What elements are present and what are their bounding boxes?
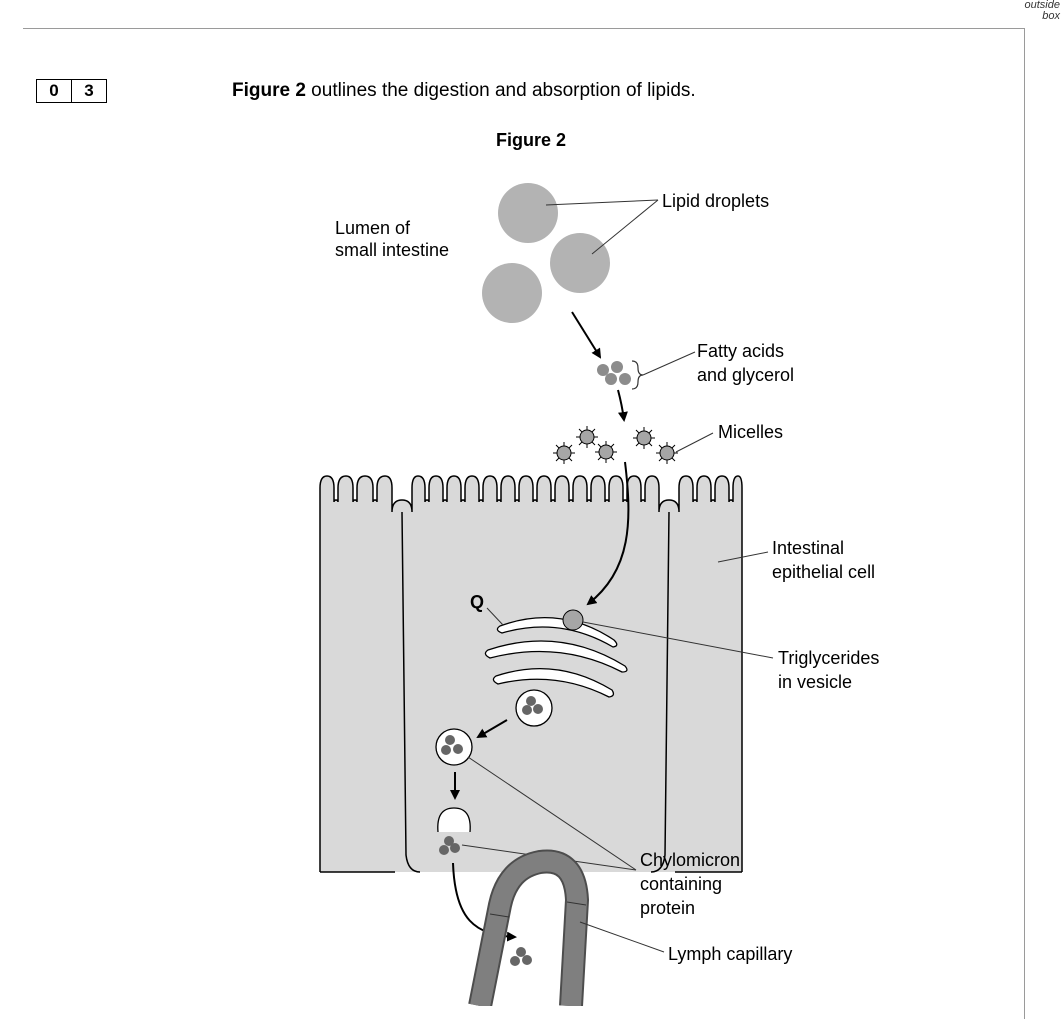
micelles-leader <box>676 433 713 452</box>
lymph-capillary <box>480 861 586 1006</box>
triglyceride-vesicle <box>563 610 583 630</box>
label-lymph-capillary: Lymph capillary <box>668 944 793 964</box>
fatty-acids-leader <box>643 352 695 375</box>
lipid-droplets <box>482 183 610 323</box>
lipid-droplet <box>498 183 558 243</box>
chylomicron-in-lymph <box>510 947 532 966</box>
label-q: Q <box>470 592 485 612</box>
figure-title: Figure 2 <box>495 130 566 150</box>
question-number-digit-1: 0 <box>36 79 72 103</box>
digestion-arrow <box>572 312 600 357</box>
label-micelles: Micelles <box>718 422 784 442</box>
golgi-vesicle <box>516 690 552 726</box>
label-lumen: Lumen of small intestine <box>335 218 450 260</box>
label-triglycerides: Triglycerides in vesicle <box>778 648 880 692</box>
question-number-digit-2: 3 <box>72 79 107 103</box>
lipid-droplet <box>482 263 542 323</box>
label-epithelial: Intestinal epithelial cell <box>772 538 876 582</box>
margin-note-line-2: box <box>1042 10 1060 22</box>
fatty-acid-particles <box>597 361 631 385</box>
intro-text: outlines the digestion and absorption of lipids. <box>305 80 696 101</box>
label-lipid-droplets: Lipid droplets <box>662 191 770 211</box>
chylomicron-vesicle <box>436 729 472 765</box>
label-chylomicron: Chylomicron containing protein <box>640 850 741 918</box>
lipid-droplet <box>550 233 610 293</box>
micelles <box>553 426 678 464</box>
fatty-acids-brace <box>632 361 643 389</box>
label-fatty-acids: Fatty acids and glycerol <box>697 341 795 385</box>
lymph-leader <box>580 922 664 952</box>
micelle-formation-arrow <box>618 390 624 420</box>
margin-note-line-1: outside <box>1024 0 1060 11</box>
figure-reference: Figure 2 <box>232 80 306 101</box>
